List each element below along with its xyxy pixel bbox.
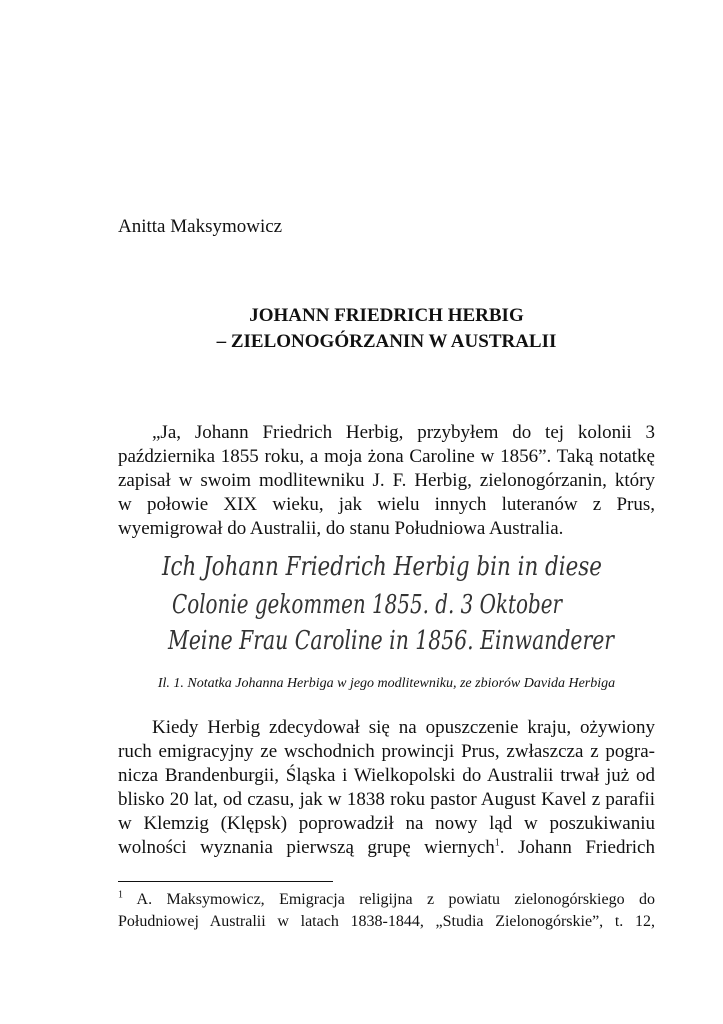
author-name: Anitta Maksymowicz	[118, 216, 283, 237]
paragraph-text: wolności wyznania pierwszą grupę wiernych	[118, 837, 495, 858]
footnote-separator	[118, 881, 333, 882]
footnote-line: Południowej Australii w latach 1838-1844, „Studia Zielonogórskie”, t. 12,	[118, 913, 655, 930]
paragraph-line	[118, 836, 655, 860]
paragraph-line: zapisał w swoim modlitewniku J. F. Herbig, zielonogórzanin, który	[118, 470, 655, 491]
paragraph-line: wyemigrował do Australii, do stanu Południowa Australia.	[118, 518, 564, 539]
handwriting-line-1: Ich Johann Friedrich Herbig bin in diese	[161, 552, 602, 582]
handwritten-note-scan	[158, 545, 618, 663]
paragraph-line: w Klemzig (Klępsk) poprowadził na nowy ląd w poszukiwaniu	[118, 813, 655, 834]
footnote	[118, 889, 655, 933]
paragraph-line: w połowie XIX wieku, jak wielu innych luteranów z Prus,	[118, 494, 655, 515]
handwriting-line-3: Meine Frau Caroline in 1856. Einwanderer	[167, 626, 616, 656]
paragraph-line: ruch emigracyjny ze wschodnich prowincji Prus, zwłaszcza z pogra-	[118, 741, 655, 762]
figure-caption: Il. 1. Notatka Johanna Herbiga w jego modlitewniku, ze zbiorów Davida Herbiga	[157, 676, 616, 691]
handwritten-note-image	[158, 545, 618, 663]
intro-paragraph	[118, 421, 655, 541]
article-title	[118, 303, 655, 355]
paragraph-line: Kiedy Herbig zdecydował się na opuszczenie kraju, ożywiony	[152, 717, 655, 738]
paragraph-text: . Johann Friedrich	[499, 837, 655, 858]
paragraph-line: nicza Brandenburgii, Śląska i Wielkopolski do Australii trwał już od	[118, 765, 655, 786]
title-line-1: JOHANN FRIEDRICH HERBIG	[249, 305, 524, 326]
footnote-text: A. Maksymowicz, Emigracja religijna z powiatu zielonogórskiego do	[123, 891, 655, 908]
title-line-2: – ZIELONOGÓRZANIN W AUSTRALII	[216, 331, 557, 352]
paragraph-line: października 1855 roku, a moja żona Caroline w 1856”. Taką notatkę	[118, 446, 655, 467]
paragraph-line: „Ja, Johann Friedrich Herbig, przybyłem do tej kolonii 3	[152, 422, 655, 443]
paragraph-line: blisko 20 lat, od czasu, jak w 1838 roku pastor August Kavel z parafii	[118, 789, 655, 810]
footnote-reference: 1	[494, 837, 500, 849]
footnote-line	[118, 889, 655, 911]
footnote-marker: 1	[118, 889, 123, 901]
body-paragraph	[118, 716, 655, 860]
handwriting-line-2: Colonie gekommen 1855. d. 3 Oktober	[172, 590, 564, 620]
